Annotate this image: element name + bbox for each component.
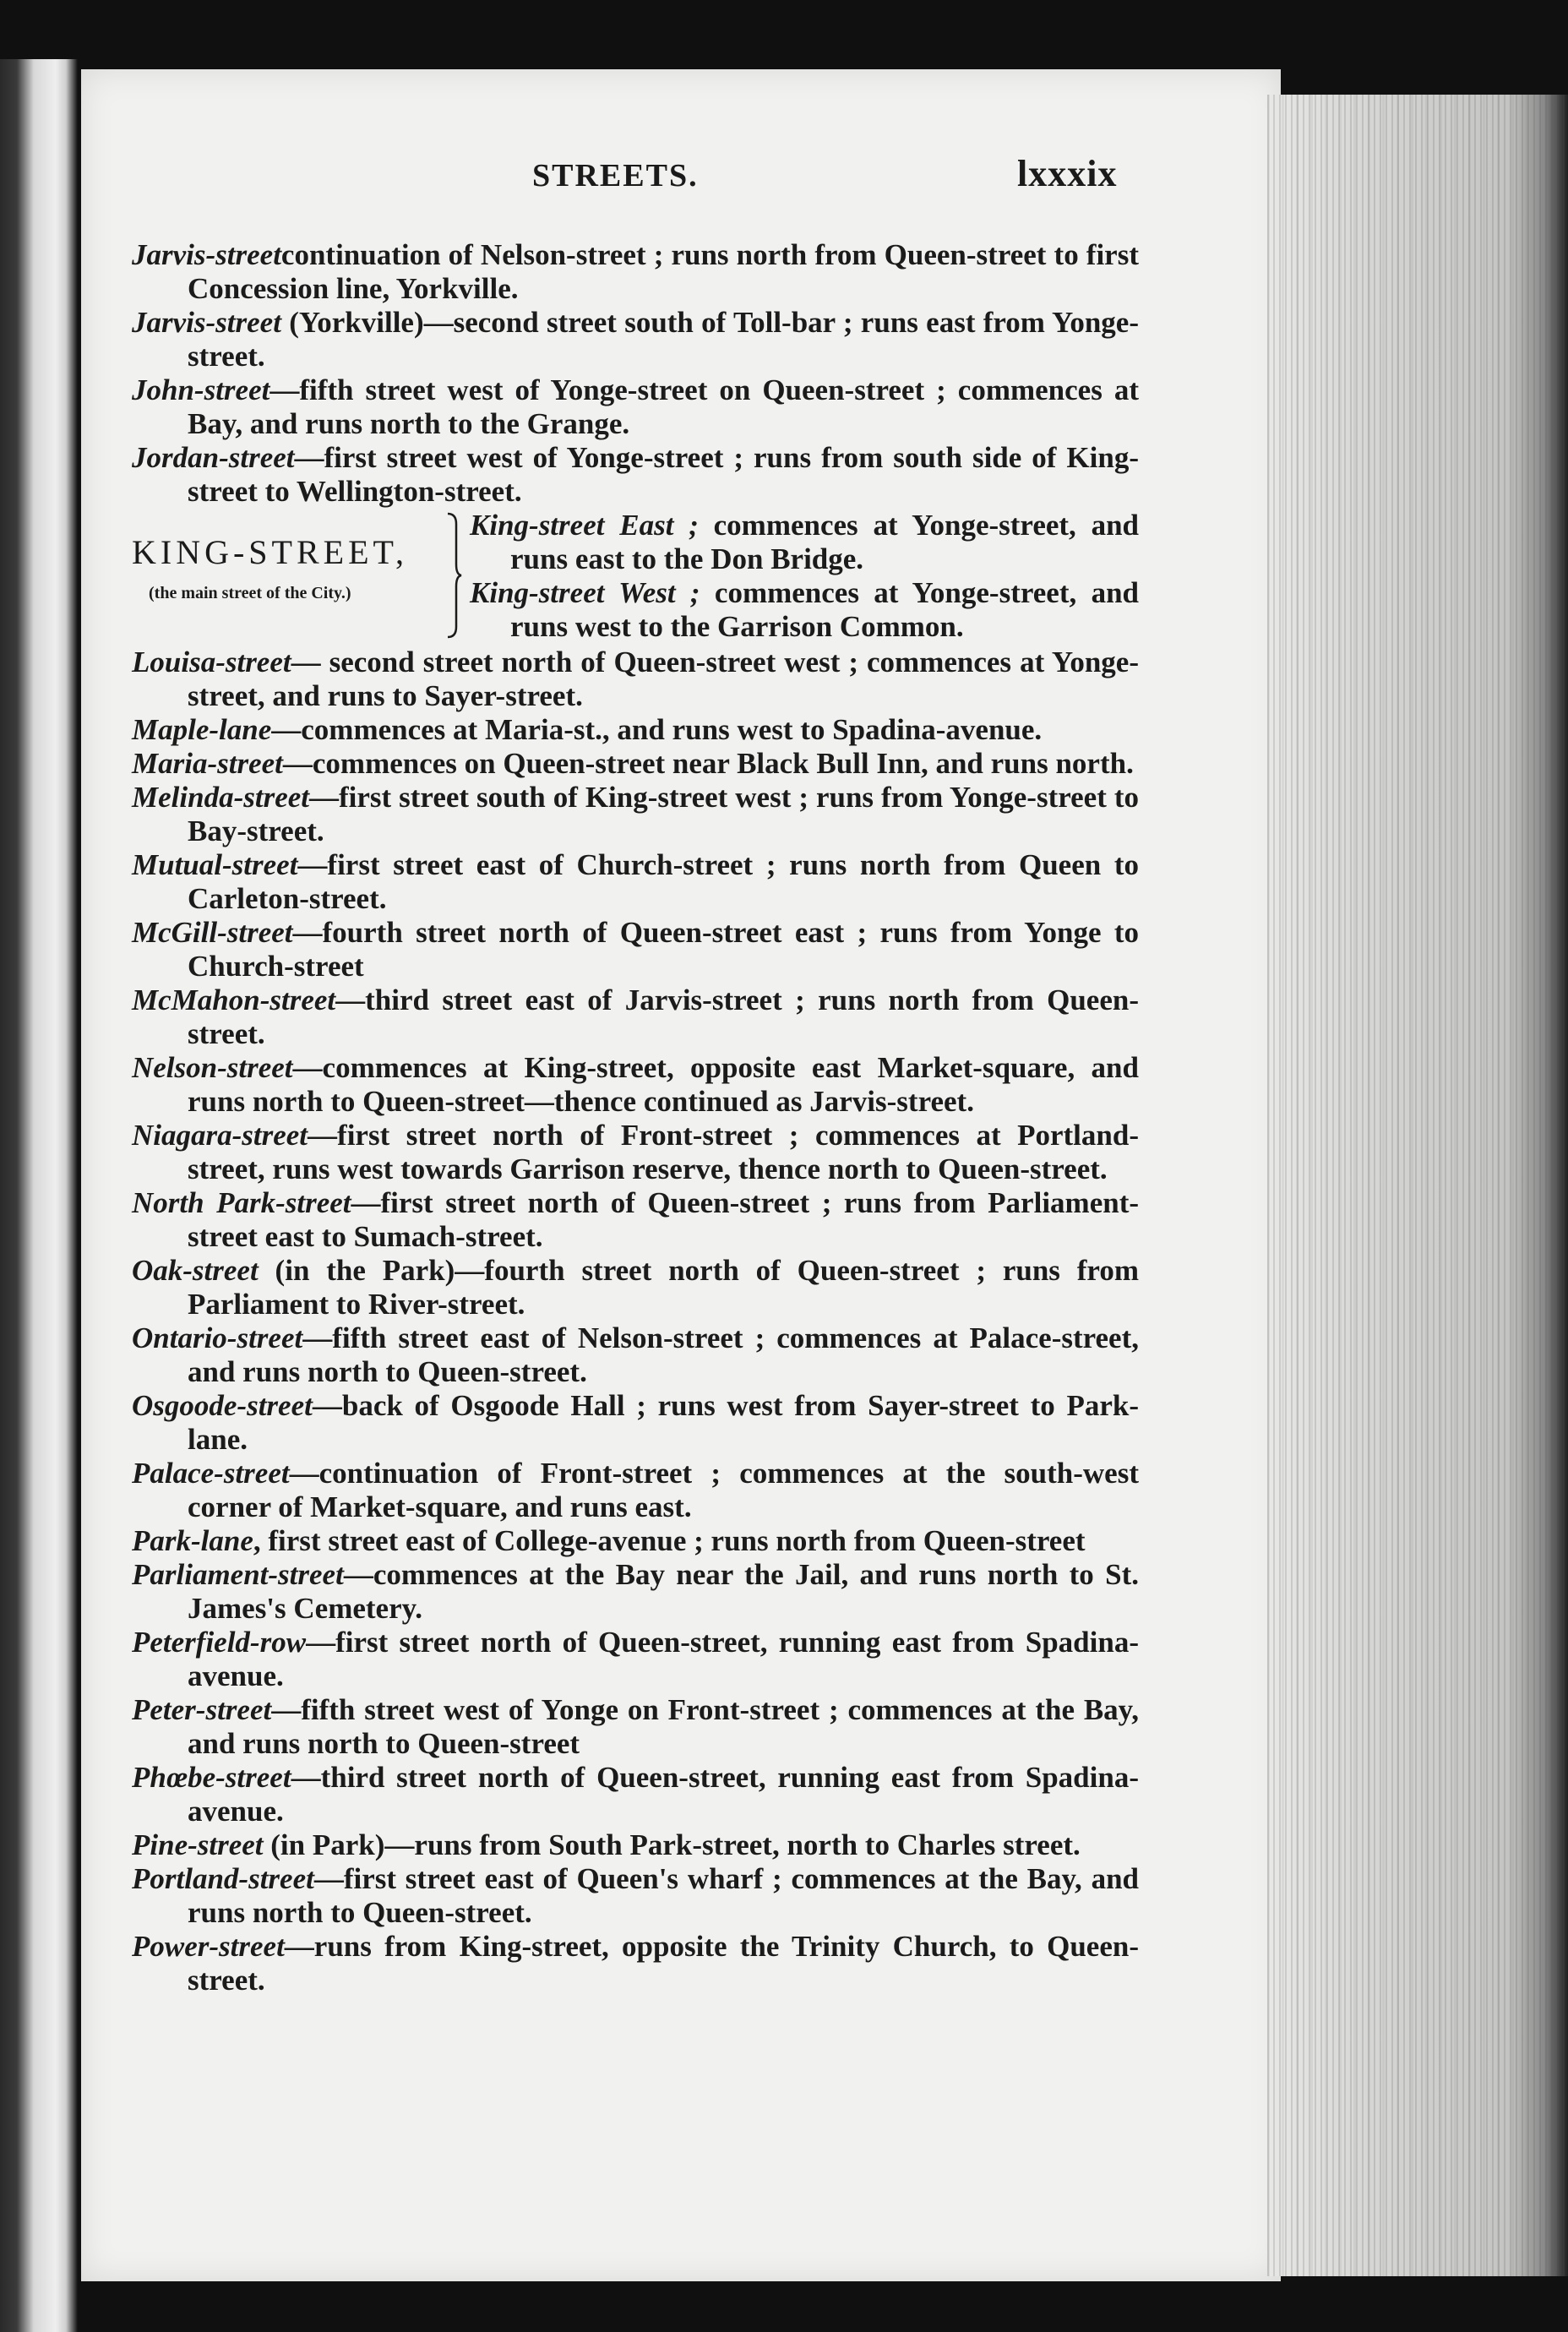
street-entry (132, 1626, 1139, 1693)
street-description: commences at Yonge-street, and runs east to the Don Bridge. (510, 509, 1140, 575)
street-description: —commences at the Bay near the Jail, and runs north to St. James's Cemetery. (188, 1558, 1139, 1625)
street-entry (132, 1693, 1139, 1761)
street-description: (in the Park)—fourth street north of Queen-street ; runs from Parliament to River-street. (188, 1254, 1139, 1321)
street-name: Melinda-street (132, 781, 309, 814)
street-description: —fifth street east of Nelson-street ; commences at Palace-street, and runs north to Queen-street. (188, 1321, 1139, 1388)
street-directory (132, 238, 1139, 1997)
street-entry (132, 1321, 1139, 1389)
street-entry (132, 646, 1139, 713)
street-description: —commences on Queen-street near Black Bull Inn, and runs north. (282, 747, 1134, 780)
king-street-label (132, 533, 446, 610)
street-description: —third street east of Jarvis-street ; runs north from Queen-street. (188, 983, 1139, 1050)
street-description: continuation of Nelson-street ; runs north from Queen-street to first Concession line, Yorkville. (188, 238, 1139, 305)
king-street-east (470, 509, 1139, 576)
street-description: —third street north of Queen-street, running east from Spadina-avenue. (188, 1761, 1139, 1828)
street-description: (Yorkville)—second street south of Toll-bar ; runs east from Yonge-street. (188, 306, 1139, 373)
street-entry (132, 1524, 1139, 1558)
street-name: Nelson-street (132, 1051, 293, 1084)
street-entry (132, 1930, 1139, 1997)
street-entry (132, 713, 1139, 747)
king-street-west (470, 576, 1139, 644)
street-name: Mutual-street (132, 848, 298, 881)
page-number: lxxxix (1017, 153, 1118, 194)
street-entry (132, 1828, 1139, 1862)
street-description: —fifth street west of Yonge-street on Queen-street ; commences at Bay, and runs north to the Grange. (188, 373, 1139, 440)
street-description: commences at Yonge-street, and runs west to the Garrison Common. (510, 576, 1140, 643)
street-name: North Park-street (132, 1186, 351, 1219)
entry-list-top (132, 238, 1139, 509)
curly-brace (444, 512, 463, 639)
street-name: McMahon-street (132, 983, 336, 1016)
street-description: (in Park)—runs from South Park-street, north to Charles street. (263, 1828, 1081, 1861)
street-description: , first street east of College-avenue ; runs north from Queen-street (253, 1524, 1086, 1557)
street-name: Jarvis-street (132, 238, 281, 271)
entry-list-bottom (132, 646, 1139, 1997)
street-description: —commences at King-street, opposite east Market-square, and runs north to Queen-street—thence continued as Jarvis-street. (188, 1051, 1139, 1118)
street-name: Pine-street (132, 1828, 264, 1861)
street-entry (132, 916, 1139, 983)
street-description: —first street north of Queen-street ; runs from Parliament-street east to Sumach-street. (188, 1186, 1140, 1253)
street-entry (132, 1558, 1139, 1626)
street-entry (132, 848, 1139, 916)
street-description: —commences at Maria-st., and runs west to Spadina-avenue. (271, 713, 1043, 746)
running-head: STREETS. (532, 158, 699, 193)
street-name: Jordan-street (132, 441, 295, 474)
street-name: Jarvis-street (132, 306, 281, 339)
street-name: Maple-lane (132, 713, 272, 746)
street-entry (132, 1389, 1139, 1457)
street-name: Portland-street (132, 1862, 314, 1895)
street-name: Maria-street (132, 747, 283, 780)
street-entry (132, 983, 1139, 1051)
street-name: King-street East ; (470, 509, 699, 542)
page-header (0, 153, 1568, 208)
street-description: —fourth street north of Queen-street east ; runs from Yonge to Church-street (188, 916, 1139, 983)
street-name: Ontario-street (132, 1321, 303, 1354)
street-entry (132, 1457, 1139, 1524)
street-entry (132, 1761, 1139, 1828)
king-street-heading: KING-STREET, (132, 533, 408, 571)
street-description: —back of Osgoode Hall ; runs west from Sayer-street to Park-lane. (188, 1389, 1139, 1456)
street-description: — second street north of Queen-street west ; commences at Yonge-street, and runs to Sayer-street. (188, 646, 1139, 712)
street-name: John-street (132, 373, 270, 406)
street-description: —fifth street west of Yonge on Front-street ; commences at the Bay, and runs north to Queen-street (188, 1693, 1139, 1760)
street-name: Louisa-street (132, 646, 291, 678)
street-description: —first street south of King-street west ; runs from Yonge-street to Bay-street. (188, 781, 1139, 847)
street-entry (132, 1862, 1139, 1930)
street-entry (132, 781, 1139, 848)
street-entry (132, 238, 1139, 306)
street-description: —first street west of Yonge-street ; runs from south side of King-street to Wellington-street. (188, 441, 1139, 508)
street-name: Niagara-street (132, 1119, 308, 1152)
street-entry (132, 1254, 1139, 1321)
street-name: King-street West ; (470, 576, 700, 609)
street-description: —first street north of Queen-street, running east from Spadina-avenue. (188, 1626, 1139, 1692)
street-name: Park-lane (132, 1524, 253, 1557)
street-entry (132, 747, 1139, 781)
street-entry (132, 373, 1139, 441)
king-street-details (470, 509, 1139, 644)
street-description: —first street east of Queen's wharf ; commences at the Bay, and runs north to Queen-street. (188, 1862, 1139, 1929)
king-street-entry (132, 509, 1139, 646)
street-description: —runs from King-street, opposite the Trinity Church, to Queen-street. (188, 1930, 1139, 1997)
street-name: Peterfield-row (132, 1626, 307, 1659)
street-entry (132, 441, 1139, 509)
street-name: Phœbe-street (132, 1761, 291, 1794)
street-entry (132, 306, 1139, 373)
street-description: —continuation of Front-street ; commences at the south-west corner of Market-square, and runs east. (188, 1457, 1139, 1523)
street-name: Peter-street (132, 1693, 272, 1726)
street-name: Palace-street (132, 1457, 290, 1490)
street-entry (132, 1119, 1139, 1186)
street-description: —first street east of Church-street ; runs north from Queen to Carleton-street. (188, 848, 1139, 915)
street-name: Oak-street (132, 1254, 259, 1287)
street-name: McGill-street (132, 916, 293, 949)
street-name: Osgoode-street (132, 1389, 313, 1422)
street-name: Parliament-street (132, 1558, 344, 1591)
book-fore-edge (1267, 95, 1568, 2276)
king-street-subheading: (the main street of the City.) (149, 584, 351, 602)
street-entry (132, 1051, 1139, 1119)
street-description: —first street north of Front-street ; commences at Portland-street, runs west towards Garrison reserve, thence north to Queen-street. (188, 1119, 1139, 1185)
street-entry (132, 1186, 1139, 1254)
street-name: Power-street (132, 1930, 285, 1963)
adjacent-page-edge (0, 59, 78, 2332)
